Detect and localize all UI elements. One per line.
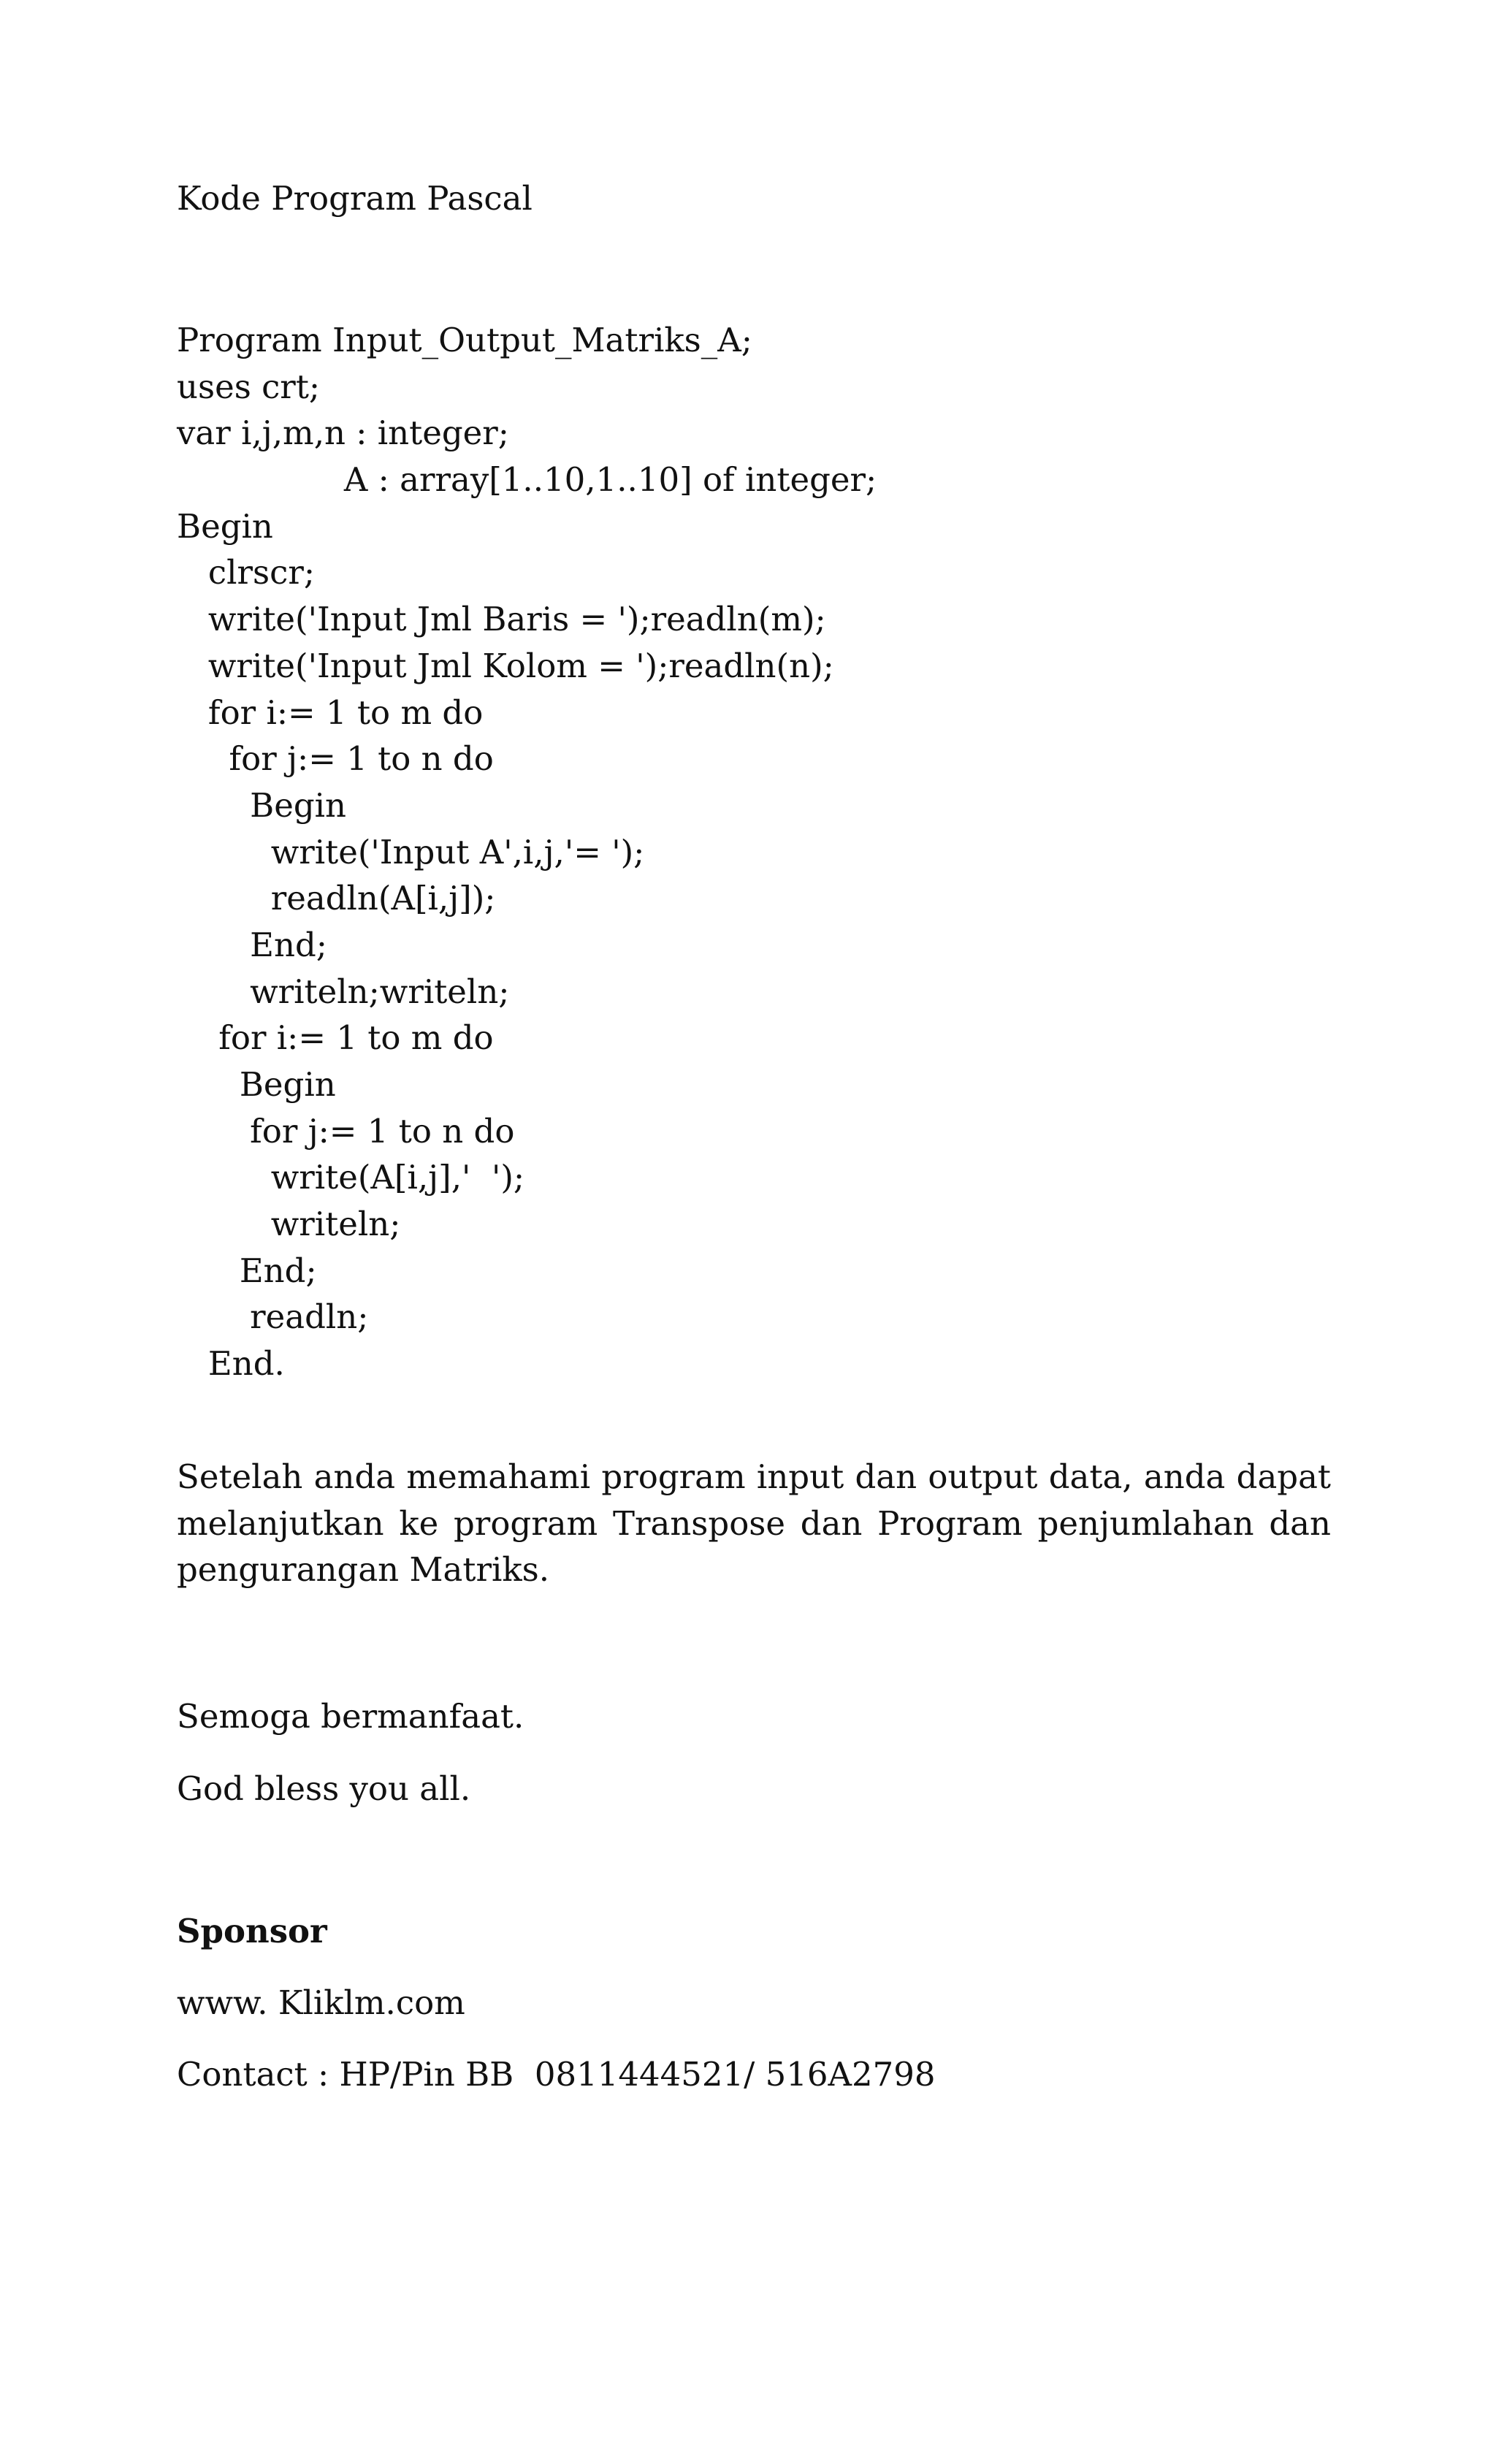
code-line: readln(A[i,j]); bbox=[177, 879, 496, 918]
pascal-code-block bbox=[177, 317, 1331, 1387]
sponsor-website: www. Kliklm.com bbox=[177, 1983, 465, 2022]
code-line: var i,j,m,n : integer; bbox=[177, 413, 509, 453]
code-line: End; bbox=[177, 925, 327, 964]
code-line: readln; bbox=[177, 1297, 369, 1337]
code-line: uses crt; bbox=[177, 367, 321, 406]
sponsor-contact: Contact : HP/Pin BB 0811444521/ 516A2798 bbox=[177, 2055, 936, 2094]
code-line: writeln; bbox=[177, 1205, 401, 1244]
page-heading: Kode Program Pascal bbox=[177, 179, 533, 218]
closing-line: God bless you all. bbox=[177, 1769, 471, 1808]
code-line: End. bbox=[177, 1344, 285, 1384]
code-line: Begin bbox=[177, 785, 347, 825]
code-line: Begin bbox=[177, 1065, 336, 1104]
code-line: for i:= 1 to m do bbox=[177, 693, 484, 732]
code-line: clrscr; bbox=[177, 553, 315, 592]
closing-line: Semoga bermanfaat. bbox=[177, 1697, 524, 1736]
code-line: write('Input A',i,j,'= '); bbox=[177, 832, 645, 871]
code-line: write(A[i,j],' '); bbox=[177, 1158, 525, 1197]
sponsor-title: Sponsor bbox=[177, 1912, 327, 1950]
body-paragraph: Setelah anda memahami program input dan output data, anda dapat melanjutkan ke program Transpose dan Program penjumlahan dan pengurangan Matriks. bbox=[177, 1457, 1331, 1589]
code-line: for j:= 1 to n do bbox=[177, 1111, 515, 1151]
code-line: Program Input_Output_Matriks_A; bbox=[177, 321, 752, 359]
code-line: End; bbox=[177, 1251, 317, 1290]
code-line: write('Input Jml Baris = ');readln(m); bbox=[177, 600, 826, 639]
code-line: A : array[1..10,1..10] of integer; bbox=[177, 460, 877, 500]
code-line: for i:= 1 to m do bbox=[177, 1018, 494, 1058]
code-line: Begin bbox=[177, 506, 273, 546]
code-line: for j:= 1 to n do bbox=[177, 739, 494, 779]
code-line: write('Input Jml Kolom = ');readln(n); bbox=[177, 646, 834, 685]
code-line: writeln;writeln; bbox=[177, 972, 510, 1011]
